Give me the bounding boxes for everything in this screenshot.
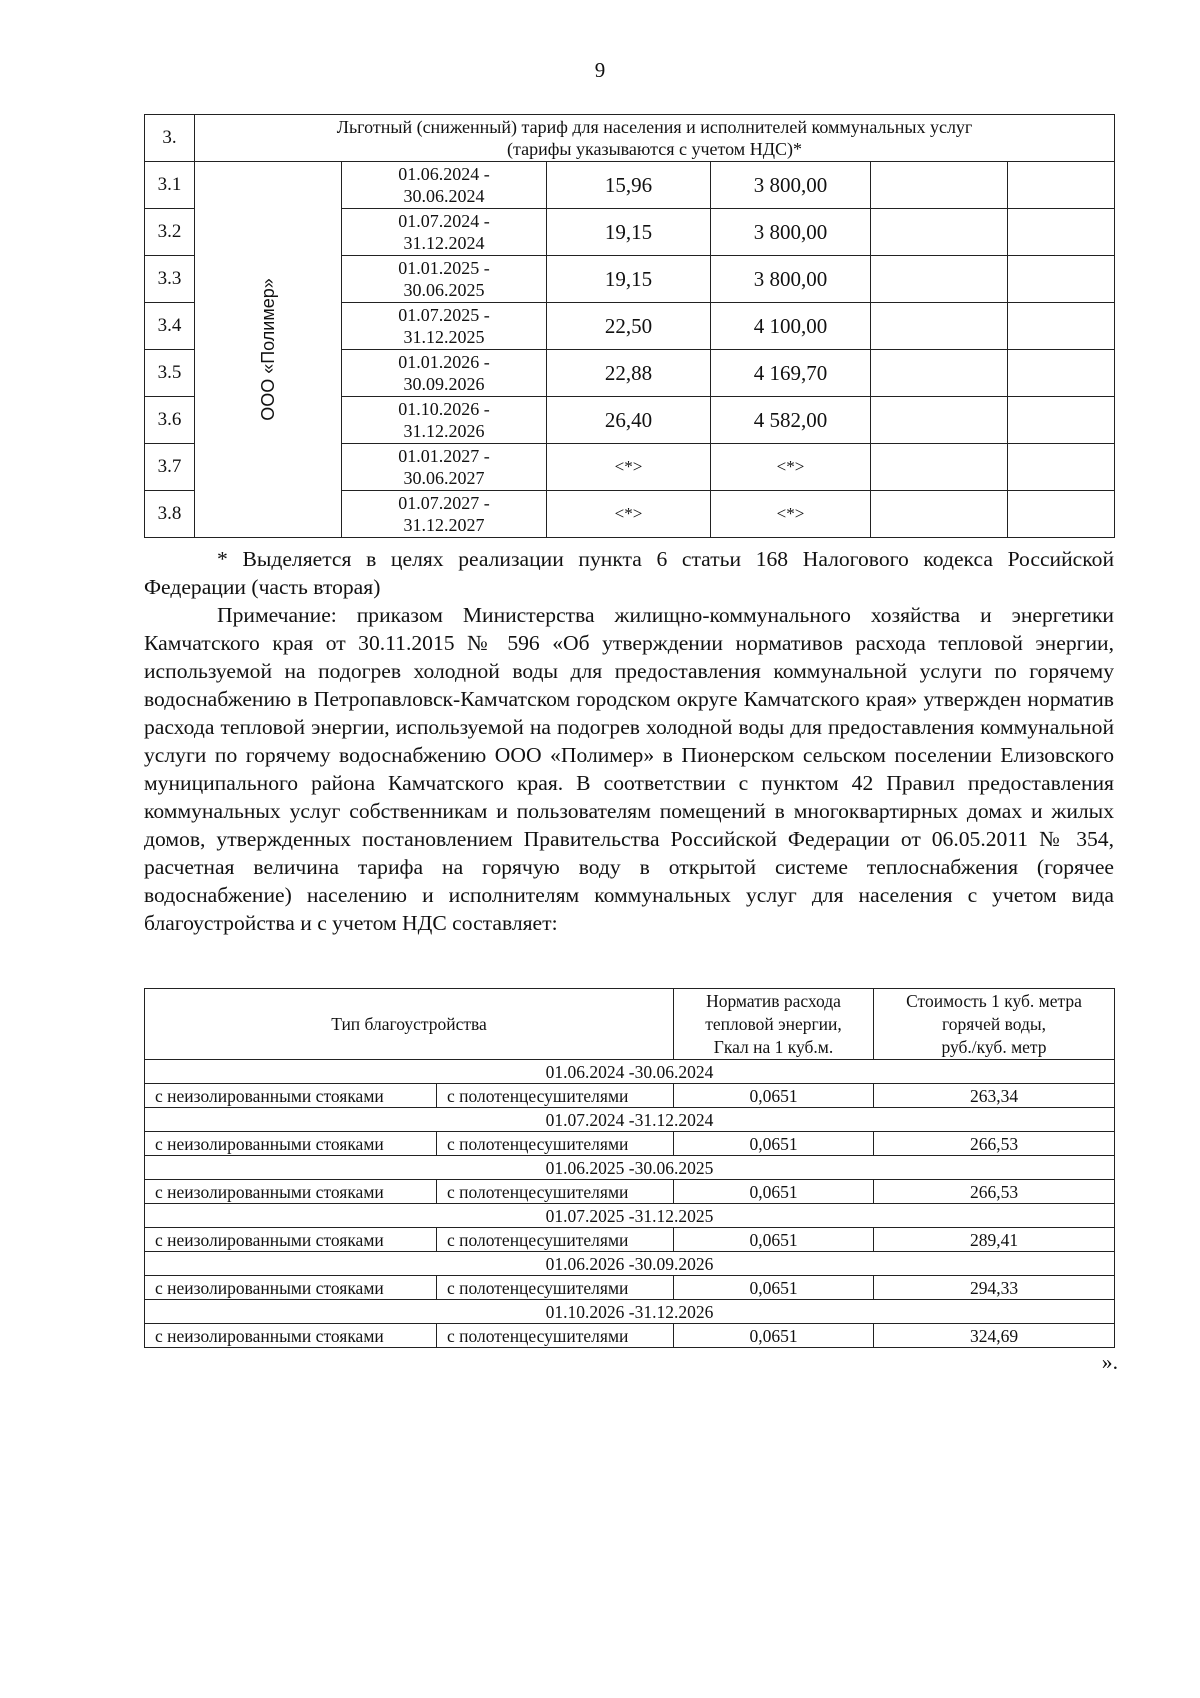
- empty-cell: [1008, 209, 1115, 256]
- period-start: 01.01.2026 -: [398, 352, 490, 372]
- empty-cell: [871, 444, 1008, 491]
- row-number: 3.5: [145, 350, 195, 397]
- period-start: 01.07.2027 -: [398, 493, 490, 513]
- type-riser: с неизолированными стояками: [145, 1132, 437, 1156]
- tariff-row: [145, 162, 1115, 209]
- row-number: 3.3: [145, 256, 195, 303]
- header-cost-line2: горячей воды,: [941, 1013, 1047, 1034]
- row-number: 3.1: [145, 162, 195, 209]
- period-end: 31.12.2024: [403, 233, 485, 253]
- header-norm-line2: тепловой энергии,: [705, 1013, 842, 1034]
- cost-row: [145, 1276, 1115, 1300]
- type-towel: с полотенцесушителями: [437, 1228, 674, 1252]
- period-start: 01.01.2027 -: [398, 446, 490, 466]
- type-towel: с полотенцесушителями: [437, 1132, 674, 1156]
- footnote-block: [144, 545, 1114, 601]
- cost-row: [145, 1324, 1115, 1348]
- period-start: 01.06.2024 -: [398, 164, 490, 184]
- cost-value: 266,53: [874, 1180, 1115, 1204]
- organization-cell: [195, 162, 342, 538]
- cost-value: 289,41: [874, 1228, 1115, 1252]
- empty-cell: [871, 162, 1008, 209]
- cost-value: 266,53: [874, 1132, 1115, 1156]
- period-end: 31.12.2027: [403, 515, 485, 535]
- footnote: * Выделяется в целях реализации пункта 6 статьи 168 Налогового кодекса Российской Федерации (часть вторая): [144, 547, 1114, 599]
- cost-row: [145, 1132, 1115, 1156]
- note-paragraph: Примечание: приказом Министерства жилищно-коммунального хозяйства и энергетики Камчатского края от 30.11.2015 № 596 «Об утверждении нормативов расхода тепловой энергии, используемой на подогрев холодной воды для предоставления коммунальной услуги по горячему водоснабжению в Петропавловск-Камчатском городском округе Камчатского края» утвержден норматив расхода тепловой энергии, используемой на подогрев холодной воды для предоставления коммунальной услуги по горячему водоснабжению ООО «Полимер» в Пионерском сельском поселении Елизовского муниципального района Камчатского края. В соответствии с пунктом 42 Правил предоставления коммунальных услуг собственникам и пользователям помещений в многоквартирных домах и жилых домов, утвержденных постановлением Правительства Российской Федерации от 06.05.2011 № 354, расчетная величина тарифа на горячую воду в открытой системе теплоснабжения (горячее водоснабжение) населению и исполнителям коммунальных услуг для населения с учетом вида благоустройства и с учетом НДС составляет:: [144, 603, 1114, 935]
- tariff-section-row: [145, 115, 1115, 162]
- tariff-value-1: 26,40: [547, 397, 711, 444]
- tariff-value-2: 4 582,00: [711, 397, 871, 444]
- type-riser: с неизолированными стояками: [145, 1084, 437, 1108]
- norm-value: 0,0651: [674, 1228, 874, 1252]
- norm-value: 0,0651: [674, 1132, 874, 1156]
- header-norm-line3: Гкал на 1 куб.м.: [713, 1036, 834, 1057]
- period-cell: [342, 209, 547, 256]
- section-title: [195, 115, 1115, 162]
- row-number: 3.7: [145, 444, 195, 491]
- period-row: [145, 1156, 1115, 1180]
- period-start: 01.07.2025 -: [398, 305, 490, 325]
- period-row: [145, 1300, 1115, 1324]
- tariff-value-2: <*>: [711, 444, 871, 491]
- norm-value: 0,0651: [674, 1276, 874, 1300]
- period-end: 31.12.2025: [403, 327, 485, 347]
- header-norm-line1: Норматив расхода: [706, 990, 841, 1011]
- tariff-value-2: 3 800,00: [711, 256, 871, 303]
- header-type: Тип благоустройства: [145, 989, 674, 1060]
- empty-cell: [871, 303, 1008, 350]
- cost-value: 263,34: [874, 1084, 1115, 1108]
- cost-value: 294,33: [874, 1276, 1115, 1300]
- empty-cell: [1008, 256, 1115, 303]
- header-cost-line1: Стоимость 1 куб. метра: [906, 990, 1082, 1011]
- tariff-value-2: 3 800,00: [711, 162, 871, 209]
- type-riser: с неизолированными стояками: [145, 1228, 437, 1252]
- period-start: 01.01.2025 -: [398, 258, 490, 278]
- period-end: 31.12.2026: [403, 421, 485, 441]
- period-cell: [342, 397, 547, 444]
- period-label: 01.10.2026 -31.12.2026: [145, 1300, 1115, 1324]
- tariff-value-1: 19,15: [547, 209, 711, 256]
- row-number: 3.4: [145, 303, 195, 350]
- period-cell: [342, 491, 547, 538]
- empty-cell: [871, 491, 1008, 538]
- empty-cell: [871, 397, 1008, 444]
- period-row: [145, 1060, 1115, 1084]
- tariff-value-2: <*>: [711, 491, 871, 538]
- period-cell: [342, 444, 547, 491]
- type-riser: с неизолированными стояками: [145, 1276, 437, 1300]
- hot-water-cost-table: [144, 988, 1115, 1348]
- type-towel: с полотенцесушителями: [437, 1084, 674, 1108]
- empty-cell: [1008, 491, 1115, 538]
- period-end: 30.06.2024: [403, 186, 485, 206]
- period-label: 01.07.2025 -31.12.2025: [145, 1204, 1115, 1228]
- period-label: 01.06.2024 -30.06.2024: [145, 1060, 1115, 1084]
- cost-row: [145, 1228, 1115, 1252]
- cost-table-header: [145, 989, 1115, 1060]
- empty-cell: [871, 256, 1008, 303]
- period-end: 30.06.2027: [403, 468, 485, 488]
- cost-row: [145, 1084, 1115, 1108]
- norm-value: 0,0651: [674, 1180, 874, 1204]
- type-towel: с полотенцесушителями: [437, 1276, 674, 1300]
- type-riser: с неизолированными стояками: [145, 1324, 437, 1348]
- type-towel: с полотенцесушителями: [437, 1180, 674, 1204]
- tariff-value-2: 3 800,00: [711, 209, 871, 256]
- period-cell: [342, 350, 547, 397]
- organization-name: ООО «Полимер»: [257, 278, 278, 421]
- empty-cell: [1008, 444, 1115, 491]
- type-towel: с полотенцесушителями: [437, 1324, 674, 1348]
- period-cell: [342, 256, 547, 303]
- tariff-value-1: 22,88: [547, 350, 711, 397]
- period-cell: [342, 303, 547, 350]
- row-number: 3.8: [145, 491, 195, 538]
- period-start: 01.07.2024 -: [398, 211, 490, 231]
- period-end: 30.06.2025: [403, 280, 485, 300]
- period-row: [145, 1108, 1115, 1132]
- period-end: 30.09.2026: [403, 374, 485, 394]
- tariff-value-2: 4 100,00: [711, 303, 871, 350]
- period-start: 01.10.2026 -: [398, 399, 490, 419]
- type-riser: с неизолированными стояками: [145, 1180, 437, 1204]
- period-label: 01.07.2024 -31.12.2024: [145, 1108, 1115, 1132]
- note-block: [144, 601, 1114, 937]
- norm-value: 0,0651: [674, 1084, 874, 1108]
- tariff-value-1: 19,15: [547, 256, 711, 303]
- empty-cell: [1008, 162, 1115, 209]
- closing-quote: ».: [1101, 1350, 1118, 1374]
- period-label: 01.06.2026 -30.09.2026: [145, 1252, 1115, 1276]
- row-number: 3.2: [145, 209, 195, 256]
- tariff-value-1: <*>: [547, 444, 711, 491]
- row-number: 3.6: [145, 397, 195, 444]
- tariff-value-1: <*>: [547, 491, 711, 538]
- header-norm: [674, 989, 874, 1060]
- period-label: 01.06.2025 -30.06.2025: [145, 1156, 1115, 1180]
- header-cost-line3: руб./куб. метр: [941, 1036, 1047, 1057]
- empty-cell: [871, 209, 1008, 256]
- empty-cell: [1008, 303, 1115, 350]
- empty-cell: [871, 350, 1008, 397]
- period-row: [145, 1252, 1115, 1276]
- tariff-table: [144, 114, 1115, 538]
- section-title-line2: (тарифы указываются с учетом НДС)*: [507, 139, 802, 159]
- tariff-value-1: 15,96: [547, 162, 711, 209]
- section-number: 3.: [145, 115, 195, 162]
- cost-row: [145, 1180, 1115, 1204]
- norm-value: 0,0651: [674, 1324, 874, 1348]
- page-number: 9: [594, 58, 606, 82]
- tariff-value-2: 4 169,70: [711, 350, 871, 397]
- empty-cell: [1008, 397, 1115, 444]
- tariff-value-1: 22,50: [547, 303, 711, 350]
- period-row: [145, 1204, 1115, 1228]
- period-cell: [342, 162, 547, 209]
- header-cost: [874, 989, 1115, 1060]
- cost-value: 324,69: [874, 1324, 1115, 1348]
- section-title-line1: Льготный (сниженный) тариф для населения и исполнителей коммунальных услуг: [336, 117, 973, 137]
- empty-cell: [1008, 350, 1115, 397]
